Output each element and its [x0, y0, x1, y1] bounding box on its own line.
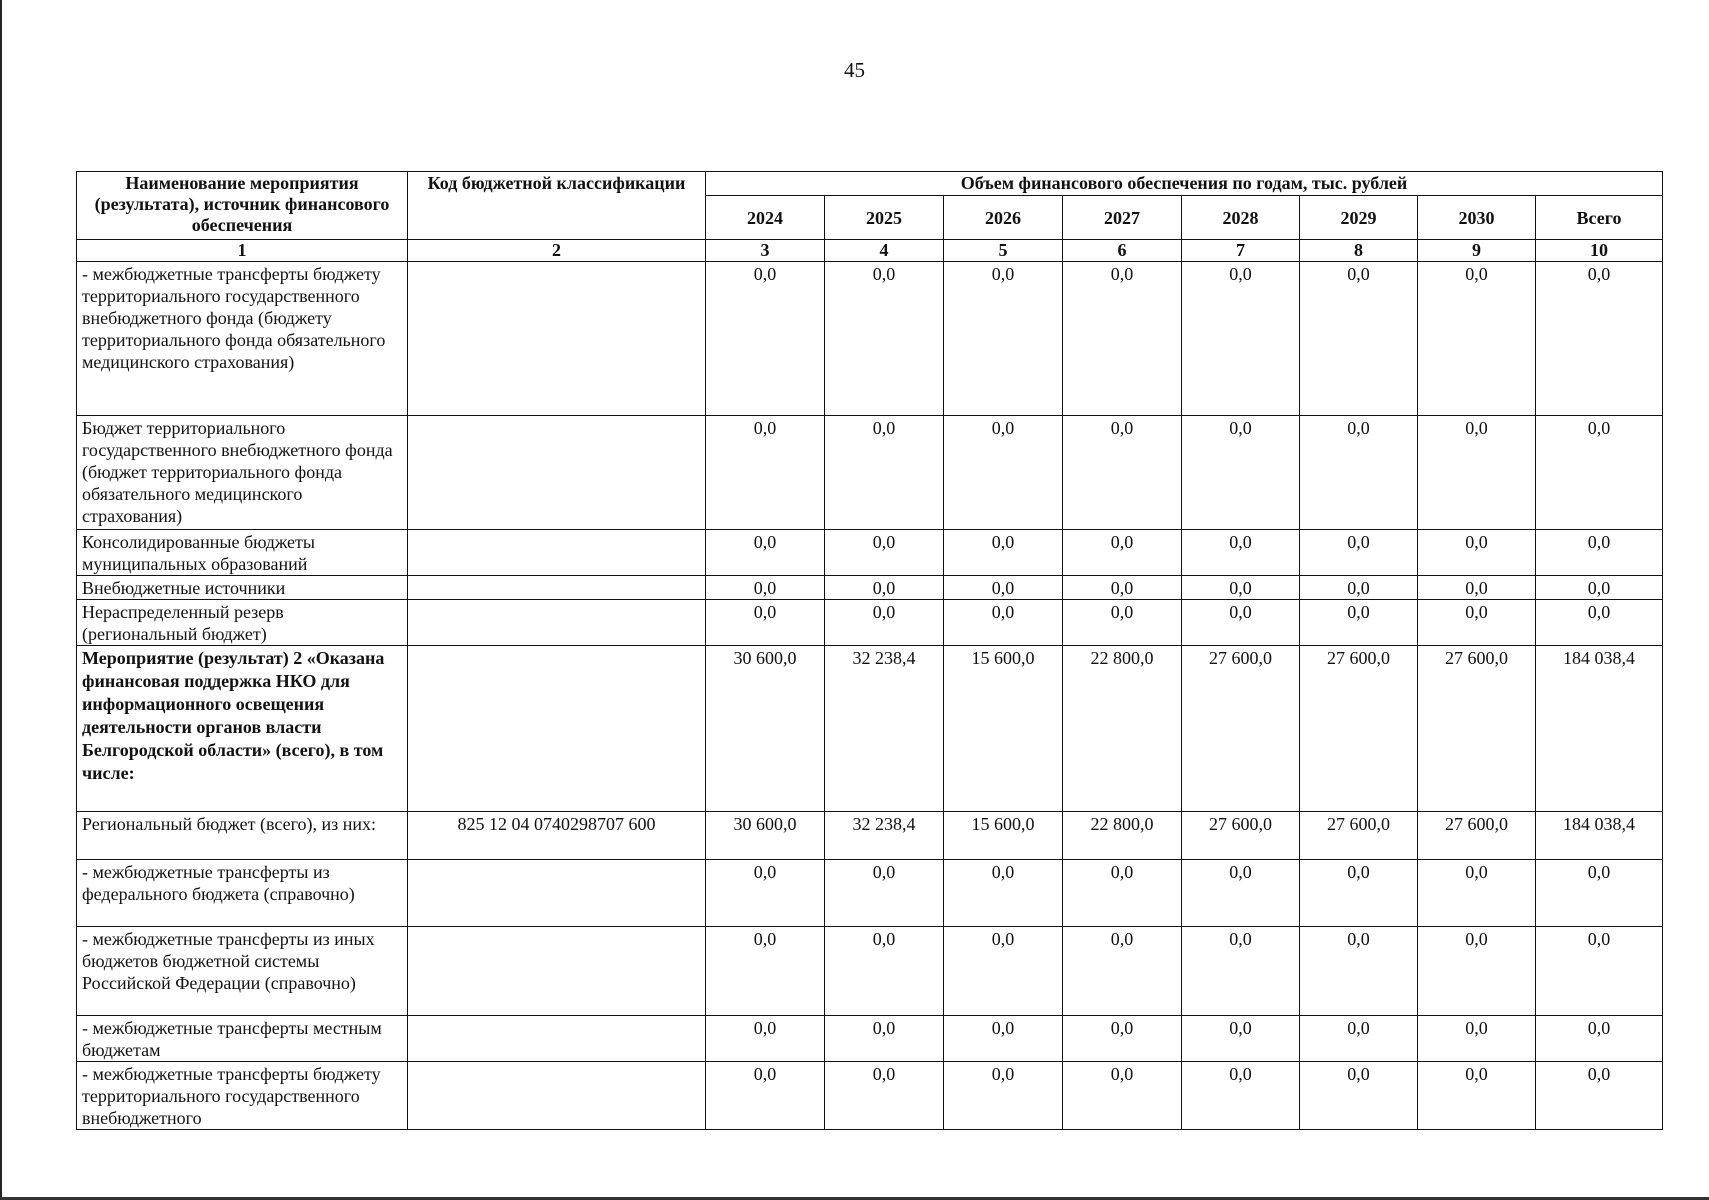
row-name: Региональный бюджет (всего), из них:: [77, 812, 408, 860]
row-name: - межбюджетные трансферты из федерального бюджета (справочно): [77, 860, 408, 927]
row-value: 0,0: [1418, 860, 1536, 927]
table-row: [77, 576, 1663, 600]
column-number: 3: [706, 240, 825, 262]
row-total: 0,0: [1536, 576, 1663, 600]
row-code: [408, 646, 706, 812]
row-name: Нераспределенный резерв (региональный бюджет): [77, 600, 408, 646]
row-value: 0,0: [1182, 530, 1300, 576]
row-value: 0,0: [825, 530, 944, 576]
column-number: 5: [944, 240, 1063, 262]
row-value: 0,0: [1063, 530, 1182, 576]
row-name: - межбюджетные трансферты из иных бюджетов бюджетной системы Российской Федерации (справочно): [77, 927, 408, 1016]
row-value: 0,0: [706, 1062, 825, 1130]
row-value: 0,0: [1300, 1016, 1418, 1062]
table-row: [77, 530, 1663, 576]
row-value: 0,0: [1418, 1016, 1536, 1062]
row-value: 0,0: [825, 262, 944, 416]
row-value: 15 600,0: [944, 646, 1063, 812]
row-value: 0,0: [944, 530, 1063, 576]
row-code: [408, 860, 706, 927]
row-value: 0,0: [944, 576, 1063, 600]
row-value: 0,0: [944, 1016, 1063, 1062]
row-value: 0,0: [944, 416, 1063, 530]
row-value: 0,0: [1063, 860, 1182, 927]
row-name: - межбюджетные трансферты местным бюджетам: [77, 1016, 408, 1062]
row-value: 0,0: [706, 262, 825, 416]
row-name: Консолидированные бюджеты муниципальных образований: [77, 530, 408, 576]
row-value: 0,0: [706, 416, 825, 530]
row-value: 0,0: [1063, 262, 1182, 416]
row-value: 0,0: [706, 860, 825, 927]
row-code: [408, 416, 706, 530]
row-value: 27 600,0: [1182, 646, 1300, 812]
row-value: 15 600,0: [944, 812, 1063, 860]
row-value: 0,0: [1300, 600, 1418, 646]
row-value: 0,0: [1418, 600, 1536, 646]
row-value: 0,0: [1063, 576, 1182, 600]
row-total: 0,0: [1536, 530, 1663, 576]
row-name: - межбюджетные трансферты бюджету территориального государственного внебюджетного фонда (бюджету территориального фонда обязательного медицинского страхования): [77, 262, 408, 416]
row-value: 0,0: [1063, 416, 1182, 530]
year-header: 2025: [825, 196, 944, 240]
row-value: 0,0: [944, 1062, 1063, 1130]
row-value: 0,0: [1063, 1016, 1182, 1062]
row-value: 0,0: [1182, 1016, 1300, 1062]
row-value: 0,0: [1182, 416, 1300, 530]
column-number: 6: [1063, 240, 1182, 262]
row-value: 0,0: [706, 530, 825, 576]
row-value: 22 800,0: [1063, 812, 1182, 860]
table-row: [77, 1016, 1663, 1062]
row-value: 0,0: [1300, 1062, 1418, 1130]
header-name: Наименование мероприятия (результата), источник финансового обеспечения: [77, 172, 408, 240]
row-value: 0,0: [1182, 1062, 1300, 1130]
table-row: [77, 860, 1663, 927]
header-volume: Объем финансового обеспечения по годам, тыс. рублей: [706, 172, 1663, 196]
row-value: 0,0: [1418, 576, 1536, 600]
page-number: 45: [844, 58, 865, 82]
financing-table: [76, 171, 1663, 1130]
row-total: 0,0: [1536, 927, 1663, 1016]
header-code: Код бюджетной классификации: [408, 172, 706, 240]
row-value: 0,0: [1063, 1062, 1182, 1130]
row-value: 0,0: [1300, 530, 1418, 576]
row-value: 30 600,0: [706, 812, 825, 860]
row-total: 184 038,4: [1536, 646, 1663, 812]
row-code: [408, 576, 706, 600]
row-name: Внебюджетные источники: [77, 576, 408, 600]
row-value: 0,0: [1182, 262, 1300, 416]
row-value: 0,0: [1182, 927, 1300, 1016]
row-name: - межбюджетные трансферты бюджету территориального государственного внебюджетного: [77, 1062, 408, 1130]
row-code: [408, 262, 706, 416]
row-value: 0,0: [944, 860, 1063, 927]
year-header: 2029: [1300, 196, 1418, 240]
row-value: 0,0: [825, 416, 944, 530]
row-value: 0,0: [825, 1016, 944, 1062]
row-value: 0,0: [706, 927, 825, 1016]
table-row: [77, 812, 1663, 860]
row-value: 0,0: [825, 1062, 944, 1130]
column-number: 10: [1536, 240, 1663, 262]
row-value: 0,0: [706, 1016, 825, 1062]
year-header: 2026: [944, 196, 1063, 240]
row-value: 0,0: [1182, 576, 1300, 600]
year-header: 2024: [706, 196, 825, 240]
row-value: 0,0: [1182, 600, 1300, 646]
row-total: 0,0: [1536, 416, 1663, 530]
column-number: 1: [77, 240, 408, 262]
row-value: 22 800,0: [1063, 646, 1182, 812]
row-value: 0,0: [1063, 600, 1182, 646]
row-value: 27 600,0: [1418, 646, 1536, 812]
row-code: 825 12 04 0740298707 600: [408, 812, 706, 860]
row-value: 0,0: [1418, 262, 1536, 416]
row-value: 0,0: [825, 860, 944, 927]
row-value: 27 600,0: [1182, 812, 1300, 860]
row-value: 0,0: [1418, 927, 1536, 1016]
year-header: 2030: [1418, 196, 1536, 240]
year-header: 2027: [1063, 196, 1182, 240]
row-value: 0,0: [1300, 927, 1418, 1016]
row-value: 27 600,0: [1300, 646, 1418, 812]
row-value: 0,0: [1300, 262, 1418, 416]
column-number: 7: [1182, 240, 1300, 262]
table-row: [77, 600, 1663, 646]
row-total: 0,0: [1536, 262, 1663, 416]
table-row: [77, 1062, 1663, 1130]
row-value: 0,0: [944, 262, 1063, 416]
table-row-activity: [77, 646, 1663, 812]
row-name: Мероприятие (результат) 2 «Оказана финансовая поддержка НКО для информационного освещения деятельности органов власти Белгородской области» (всего), в том числе:: [77, 646, 408, 812]
year-header: 2028: [1182, 196, 1300, 240]
row-total: 0,0: [1536, 1016, 1663, 1062]
table-row: [77, 416, 1663, 530]
row-code: [408, 530, 706, 576]
row-code: [408, 600, 706, 646]
row-name: Бюджет территориального государственного внебюджетного фонда (бюджет территориального фонда обязательного медицинского страхования): [77, 416, 408, 530]
row-value: 0,0: [1300, 576, 1418, 600]
row-value: 0,0: [1300, 860, 1418, 927]
row-value: 0,0: [706, 576, 825, 600]
row-code: [408, 927, 706, 1016]
row-value: 32 238,4: [825, 812, 944, 860]
table-row: [77, 262, 1663, 416]
row-value: 0,0: [1063, 927, 1182, 1016]
page-border: [0, 0, 2, 1200]
column-number: 8: [1300, 240, 1418, 262]
row-value: 30 600,0: [706, 646, 825, 812]
row-value: 0,0: [1418, 416, 1536, 530]
row-value: 0,0: [944, 600, 1063, 646]
row-value: 0,0: [1300, 416, 1418, 530]
row-value: 0,0: [1418, 530, 1536, 576]
row-value: 0,0: [1418, 1062, 1536, 1130]
row-value: 0,0: [825, 927, 944, 1016]
row-value: 0,0: [706, 600, 825, 646]
row-total: 0,0: [1536, 600, 1663, 646]
row-total: 0,0: [1536, 860, 1663, 927]
row-value: 27 600,0: [1300, 812, 1418, 860]
column-number: 2: [408, 240, 706, 262]
row-value: 0,0: [944, 927, 1063, 1016]
table-row: [77, 927, 1663, 1016]
column-number: 9: [1418, 240, 1536, 262]
row-value: 0,0: [1182, 860, 1300, 927]
row-value: 32 238,4: [825, 646, 944, 812]
row-code: [408, 1016, 706, 1062]
row-total: 184 038,4: [1536, 812, 1663, 860]
total-header: Всего: [1536, 196, 1663, 240]
row-total: 0,0: [1536, 1062, 1663, 1130]
row-value: 0,0: [825, 600, 944, 646]
row-code: [408, 1062, 706, 1130]
row-value: 27 600,0: [1418, 812, 1536, 860]
column-number: 4: [825, 240, 944, 262]
row-value: 0,0: [825, 576, 944, 600]
